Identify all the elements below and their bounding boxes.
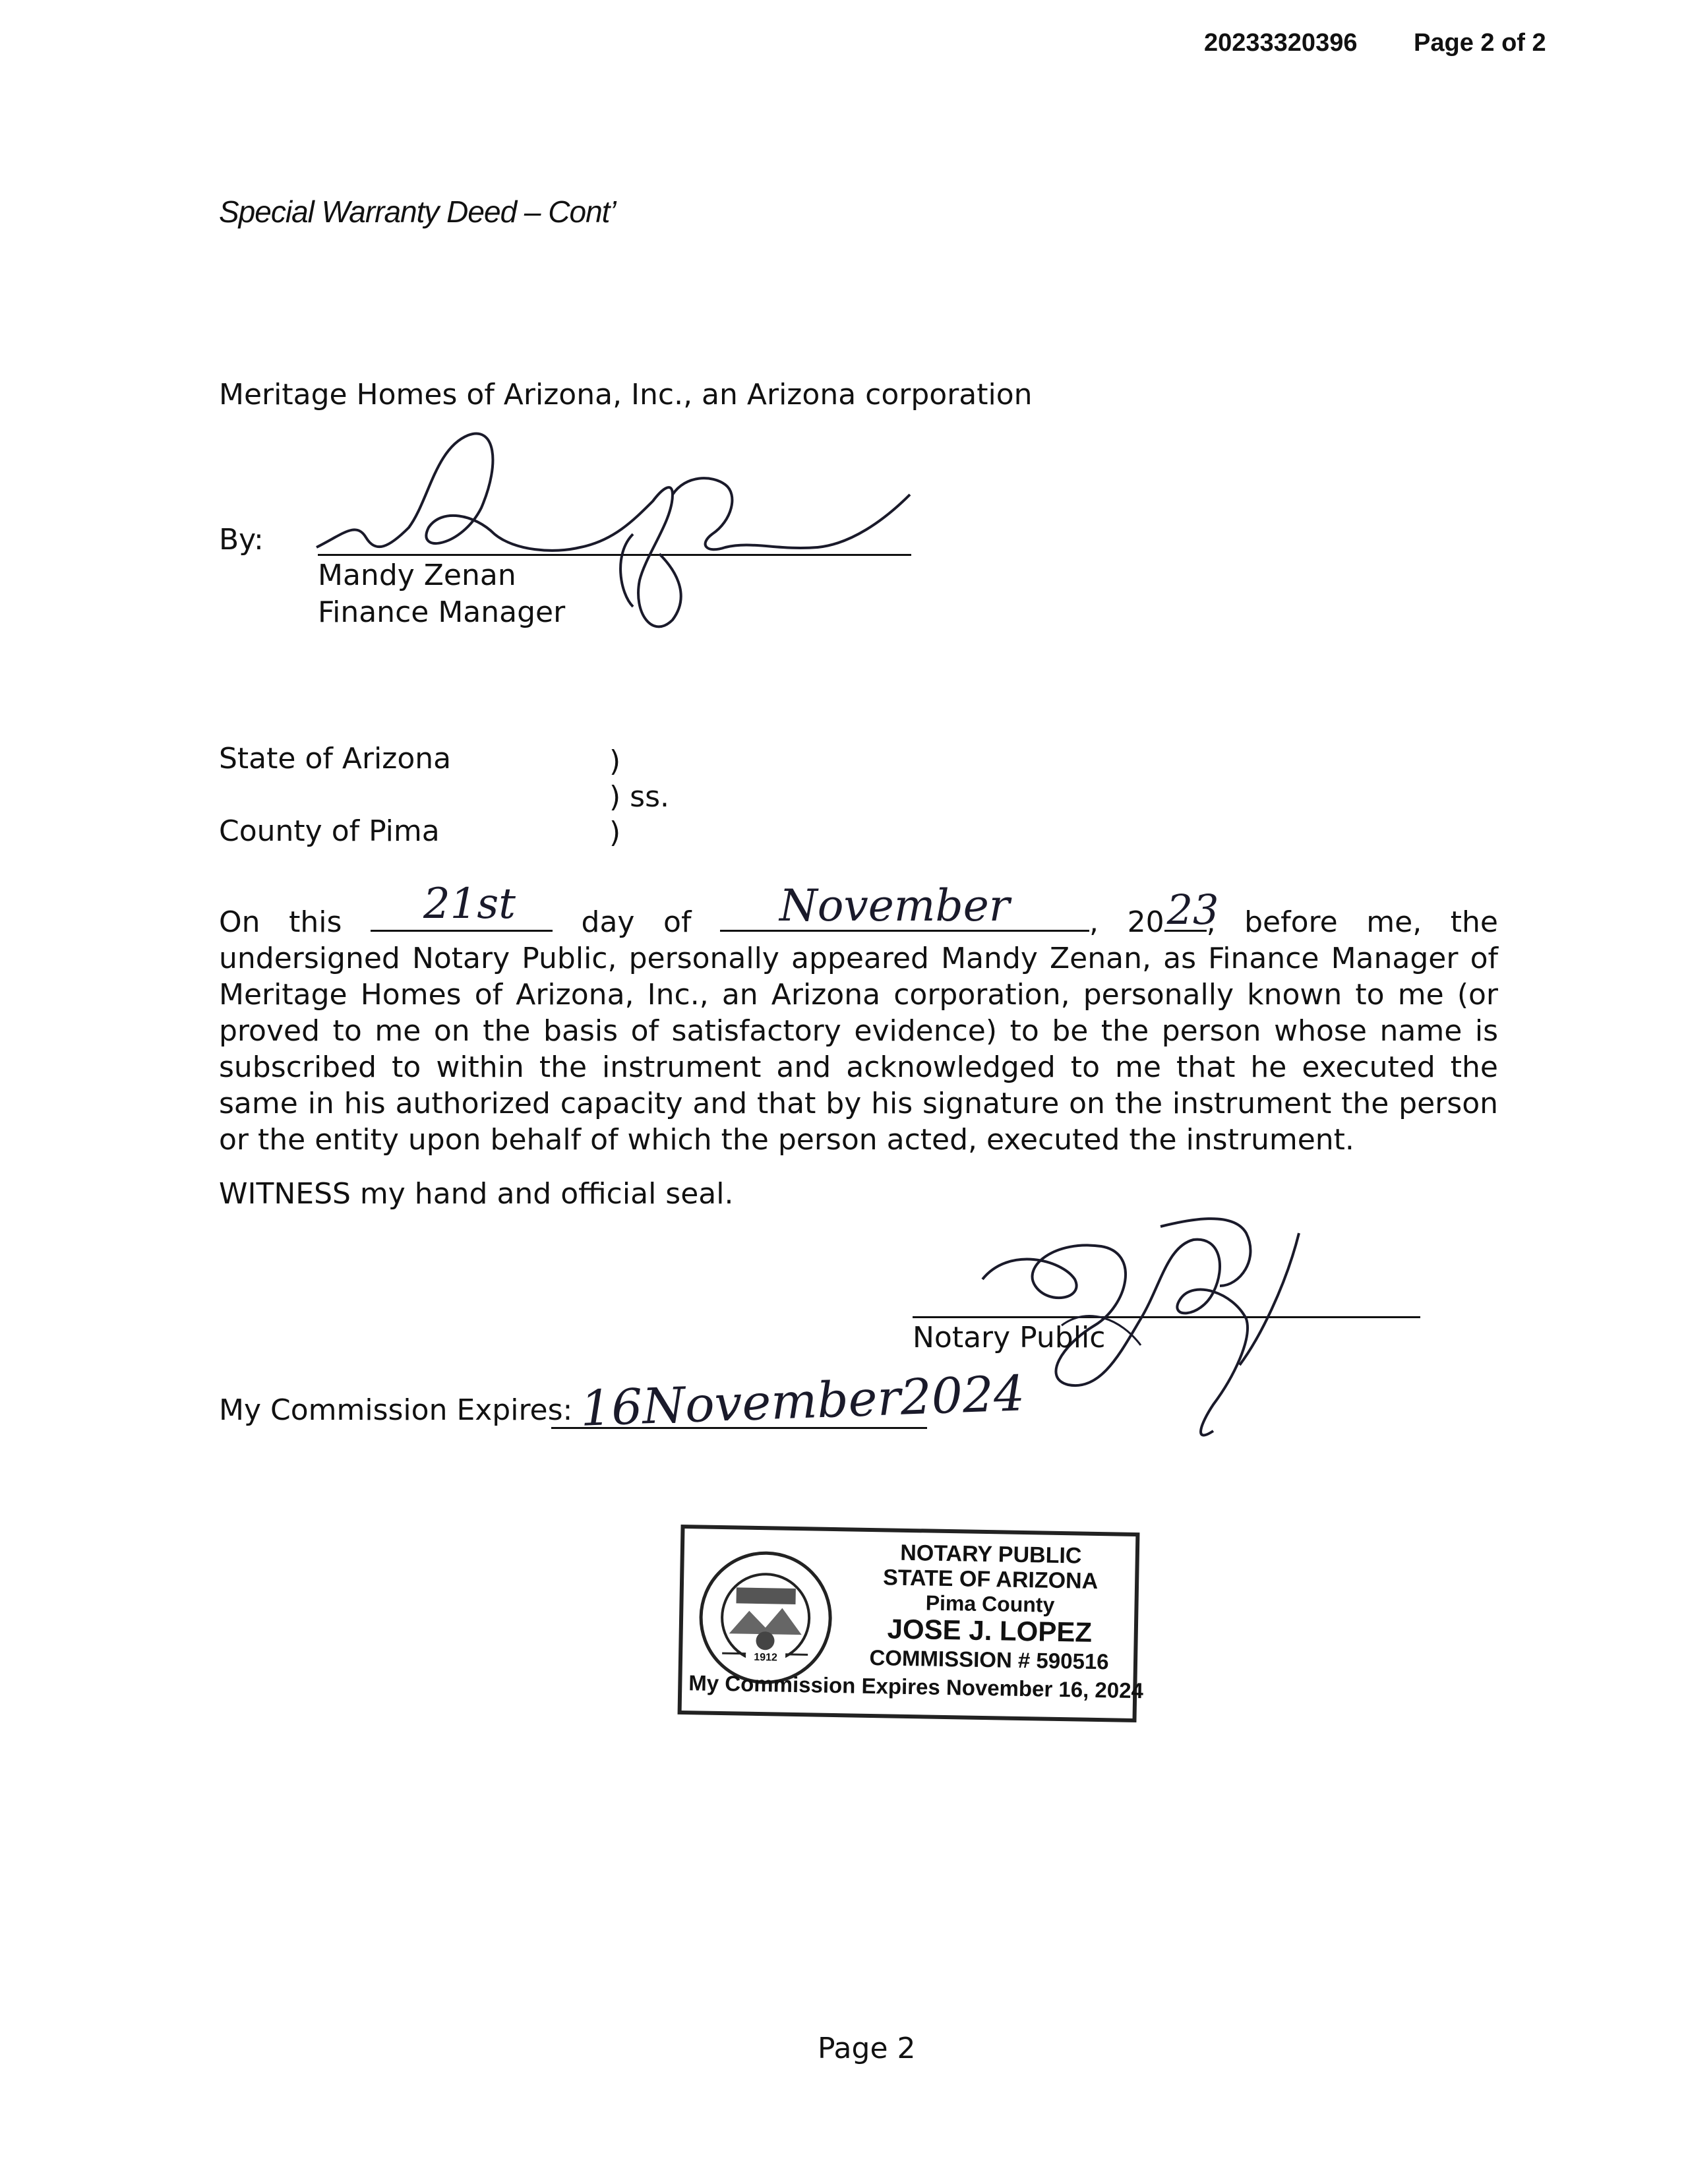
- seal-year: 1912: [746, 1653, 785, 1664]
- year-blank: [1164, 886, 1219, 934]
- year-handwritten: 23: [1166, 886, 1219, 934]
- venue-paren-ss: ) ss.: [609, 780, 669, 814]
- acknowledgment-paragraph: [219, 880, 1498, 1158]
- year-prefix: , 20: [1089, 905, 1164, 939]
- stamp-line-commission: COMMISSION # 590516: [869, 1645, 1109, 1674]
- day-blank: [371, 880, 553, 932]
- commission-handwritten: 16November2024: [579, 1365, 1026, 1438]
- signatory-title: Finance Manager: [318, 595, 566, 629]
- page-of-label: Page 2 of 2: [1414, 29, 1546, 57]
- stamp-line-county: Pima County: [925, 1591, 1055, 1617]
- notary-public-label: Notary Public: [913, 1321, 1106, 1354]
- page-footer: Page 2: [818, 2032, 916, 2065]
- acknowledgment-body: , before me, the undersigned Notary Public, personally appeared Mandy Zenan, as Finance Manager of Meritage Homes of Arizona, Inc., an Arizona corporation, personally known to me (or proved to me on the basis of satisfactory evidence) to be the person whose name is subscribed to within the instrument and acknowledged to me that he executed the same in his authorized capacity and that by his signature on the instrument the person or the entity upon behalf of which the person acted, executed the instrument.: [219, 905, 1498, 1157]
- stamp-line-expires: My Commission Expires November 16, 2024: [688, 1670, 1144, 1703]
- stamp-line-state: STATE OF ARIZONA: [882, 1565, 1099, 1594]
- commission-label: My Commission Expires:: [219, 1393, 573, 1427]
- document-title: Special Warranty Deed – Cont’: [219, 195, 616, 229]
- venue-county: County of Pima: [219, 814, 440, 848]
- venue-state: State of Arizona: [219, 742, 452, 775]
- stamp-line-notary-name: JOSE J. LOPEZ: [887, 1613, 1093, 1648]
- notary-stamp: [678, 1525, 1144, 1722]
- venue-paren-top: ): [609, 744, 621, 778]
- day-of-label: day of: [581, 905, 692, 939]
- venue-paren-bottom: ): [609, 816, 621, 849]
- document-number: 20233320396: [1204, 29, 1358, 57]
- by-label: By:: [219, 523, 264, 557]
- month-blank: [720, 880, 1089, 932]
- witness-line: WITNESS my hand and official seal.: [219, 1177, 734, 1211]
- stamp-line-notary-public: NOTARY PUBLIC: [899, 1540, 1082, 1569]
- month-handwritten: November: [779, 880, 1010, 931]
- on-this-label: On this: [219, 905, 342, 939]
- day-handwritten: 21st: [423, 880, 516, 928]
- signatory-name: Mandy Zenan: [318, 559, 516, 592]
- company-line: Meritage Homes of Arizona, Inc., an Arizona corporation: [219, 378, 1033, 411]
